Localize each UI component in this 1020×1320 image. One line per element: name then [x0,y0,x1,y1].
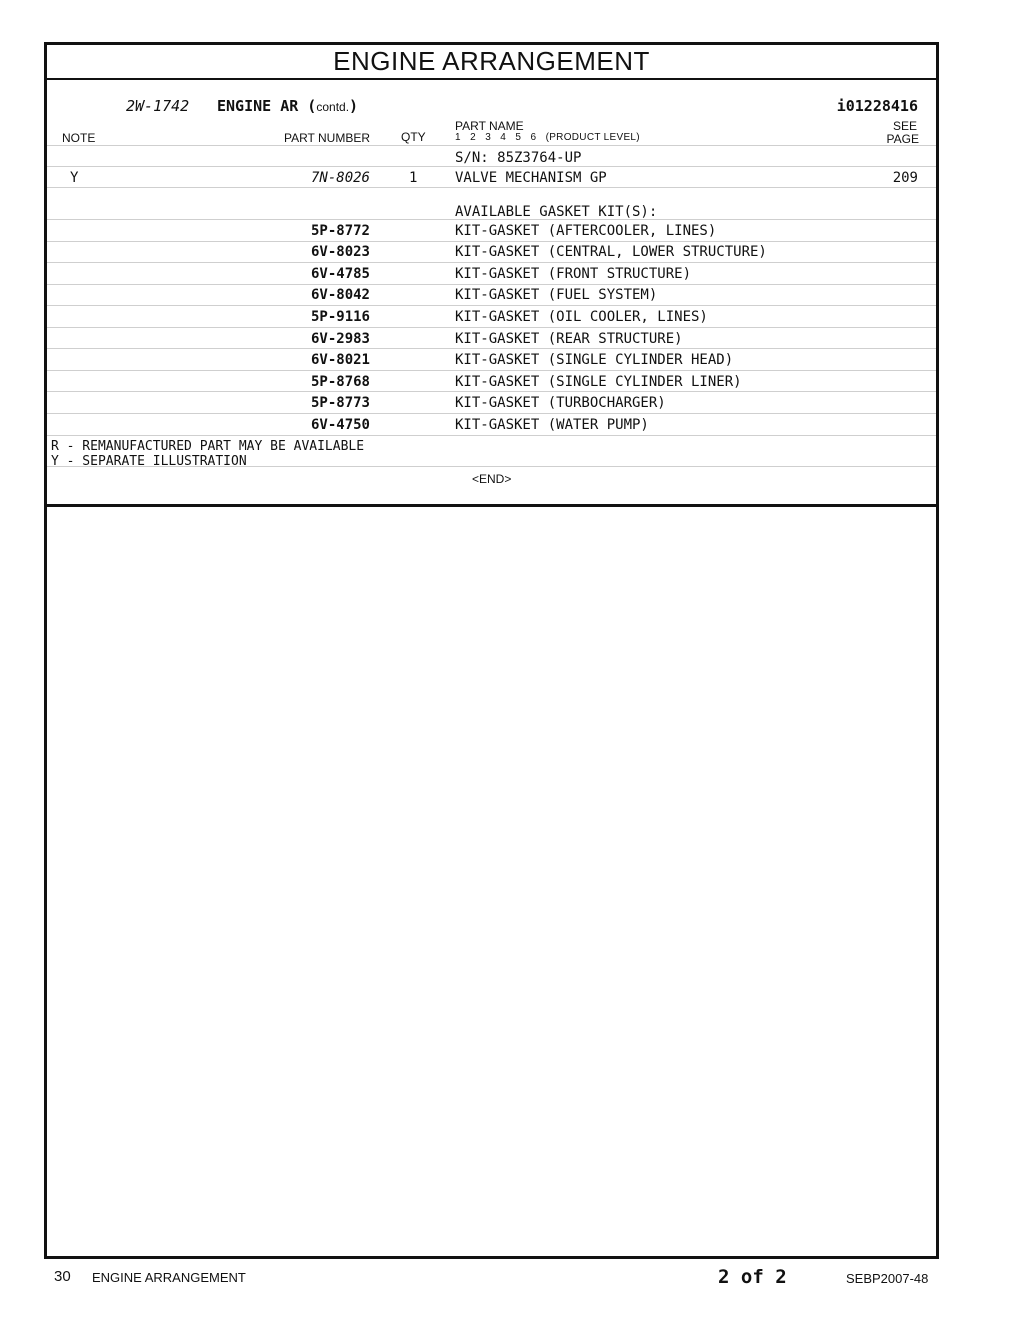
footer-section: ENGINE ARRANGEMENT [92,1270,246,1285]
page-number: 30 [54,1268,71,1285]
rule [47,284,936,285]
rule [47,166,936,167]
kit-name: KIT-GASKET (AFTERCOOLER, LINES) [455,223,717,239]
page-frame [44,42,939,1259]
end-marker: <END> [472,472,512,486]
kit-name: KIT-GASKET (TURBOCHARGER) [455,395,666,411]
kit-part-number: 5P-9116 [310,309,370,325]
col-see: SEE [892,119,917,133]
kit-name: KIT-GASKET (WATER PUMP) [455,417,649,433]
kit-part-number: 6V-4750 [310,417,370,433]
rule [47,145,936,146]
kit-part-number: 6V-8021 [310,352,370,368]
kit-part-number: 6V-4785 [310,266,370,282]
col-product-levels: 1 2 3 4 5 6 (PRODUCT LEVEL) [455,132,640,143]
group-name-text: ENGINE AR ( [217,97,317,115]
page-title: ENGINE ARRANGEMENT [47,45,936,80]
col-part-number: PART NUMBER [283,131,370,145]
row-name: VALVE MECHANISM GP [455,170,607,186]
kit-name: KIT-GASKET (SINGLE CYLINDER HEAD) [455,352,734,368]
legend-remanufactured: R - REMANUFACTURED PART MAY BE AVAILABLE [51,439,365,454]
kit-name: KIT-GASKET (FRONT STRUCTURE) [455,266,692,282]
page-of: 2 of 2 [718,1266,787,1288]
rule [47,327,936,328]
group-number: 2W-1742 [126,97,190,115]
rule [47,348,936,349]
kit-part-number: 6V-8042 [310,287,370,303]
kit-part-number: 6V-2983 [310,331,370,347]
rule [47,262,936,263]
kit-name: KIT-GASKET (REAR STRUCTURE) [455,331,683,347]
kit-name: KIT-GASKET (CENTRAL, LOWER STRUCTURE) [455,244,767,260]
kit-part-number: 6V-8023 [310,244,370,260]
rule [47,241,936,242]
group-contd: contd. [316,100,350,114]
document-id: SEBP2007-48 [846,1271,929,1286]
col-page: PAGE [886,132,919,146]
col-note: NOTE [62,131,96,145]
row-part-number: 7N-8026 [310,170,370,186]
kit-part-number: 5P-8768 [310,374,370,390]
serial-number: S/N: 85Z3764-UP [455,150,582,166]
illustration-id: i01228416 [836,97,918,115]
kit-part-number: 5P-8772 [310,223,370,239]
kit-name: KIT-GASKET (FUEL SYSTEM) [455,287,658,303]
row-see-page: 209 [892,170,918,186]
rule [47,370,936,371]
kit-name: KIT-GASKET (SINGLE CYLINDER LINER) [455,374,742,390]
rule [47,391,936,392]
rule [47,305,936,306]
rule [47,466,936,467]
kits-heading: AVAILABLE GASKET KIT(S): [455,204,658,220]
col-part-name: PART NAME [455,119,524,133]
rule [47,413,936,414]
col-qty: QTY [401,130,426,144]
row-note: Y [70,170,79,186]
section-divider [47,504,936,507]
rule [47,435,936,436]
group-name [217,97,358,115]
kit-part-number: 5P-8773 [310,395,370,411]
kit-name: KIT-GASKET (OIL COOLER, LINES) [455,309,708,325]
legend-separate-illustration: Y - SEPARATE ILLUSTRATION [51,454,247,469]
rule [47,219,936,220]
group-close: ) [349,97,359,115]
rule [47,187,936,188]
row-qty: 1 [409,170,418,186]
